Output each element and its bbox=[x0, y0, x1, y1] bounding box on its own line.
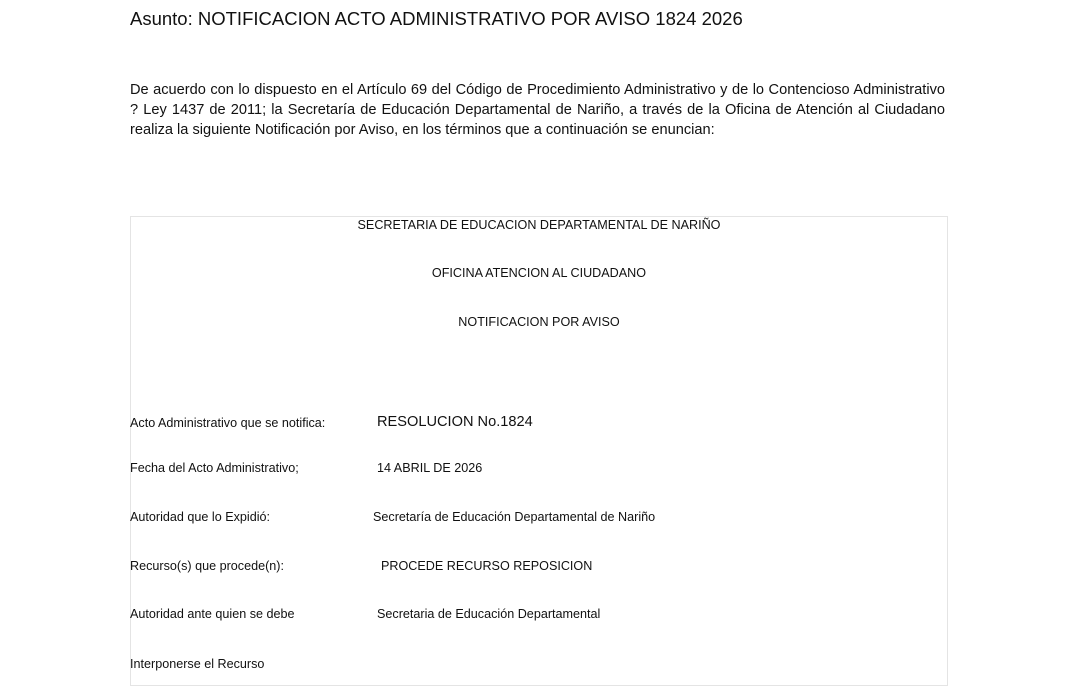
intro-paragraph: De acuerdo con lo dispuesto en el Artículo 69 del Código de Procedimiento Administrativo y de lo Contencioso Administrativo ? Ley 1437 de 2011; la Secretaría de Educación Departamental de Nariño, a través de la Oficina de Atención al Ciudadano realiza la siguiente Notificación por Aviso, en los términos que a continuación se enuncian: bbox=[130, 82, 945, 138]
acto-label: Acto Administrativo que se notifica: bbox=[130, 416, 326, 430]
fecha-label: Fecha del Acto Administrativo; bbox=[130, 461, 299, 475]
autoridad-label: Autoridad que lo Expidió: bbox=[130, 510, 271, 524]
subject-line: Asunto: NOTIFICACION ACTO ADMINISTRATIVO POR AVISO 1824 2026 bbox=[130, 8, 743, 29]
recurso-label: Recurso(s) que procede(n): bbox=[130, 559, 284, 573]
acto-value: RESOLUCION No.1824 bbox=[377, 414, 533, 430]
notice-header-secretaria: SECRETARIA DE EDUCACION DEPARTAMENTAL DE NARIÑO bbox=[357, 218, 721, 232]
interponerse-label: Interponerse el Recurso bbox=[130, 657, 265, 671]
autoridad-recurso-label: Autoridad ante quien se debe bbox=[130, 607, 295, 621]
autoridad-value: Secretaría de Educación Departamental de Nariño bbox=[373, 510, 656, 524]
notice-header-notificacion: NOTIFICACION POR AVISO bbox=[458, 315, 620, 329]
recurso-value: PROCEDE RECURSO REPOSICION bbox=[381, 559, 593, 573]
autoridad-recurso-value: Secretaria de Educación Departamental bbox=[377, 607, 601, 621]
fecha-value: 14 ABRIL DE 2026 bbox=[377, 461, 483, 475]
notice-header-oficina: OFICINA ATENCION AL CIUDADANO bbox=[431, 266, 647, 280]
